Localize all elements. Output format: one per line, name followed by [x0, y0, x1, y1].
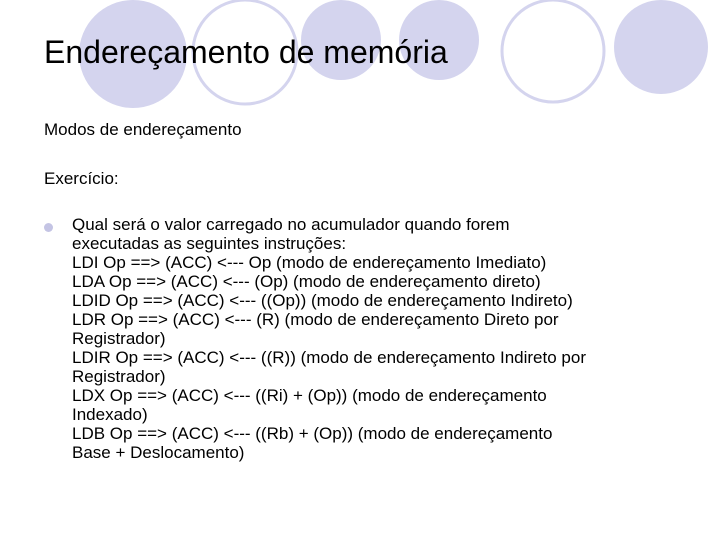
instruction-line: LDIR Op ==> (ACC) <--- ((R)) (modo de endereçamento Indireto por — [72, 348, 586, 367]
instruction-line: LDB Op ==> (ACC) <--- ((Rb) + (Op)) (modo de endereçamento — [72, 424, 553, 443]
instruction-line: Registrador) — [72, 329, 166, 348]
slide-subtitle: Modos de endereçamento — [44, 120, 242, 139]
decorative-circle — [614, 0, 708, 94]
slide-title: Endereçamento de memória — [44, 34, 448, 70]
instruction-line: LDID Op ==> (ACC) <--- ((Op)) (modo de endereçamento Indireto) — [72, 291, 573, 310]
decorative-circle — [502, 0, 604, 102]
instruction-line: Indexado) — [72, 405, 148, 424]
instruction-line: Registrador) — [72, 367, 166, 386]
section-label: Exercício: — [44, 169, 119, 188]
bullet-line: Qual será o valor carregado no acumulador quando forem — [72, 215, 510, 234]
instruction-line: LDX Op ==> (ACC) <--- ((Ri) + (Op)) (modo de endereçamento — [72, 386, 547, 405]
instruction-line: LDR Op ==> (ACC) <--- (R) (modo de endereçamento Direto por — [72, 310, 559, 329]
instruction-line: LDI Op ==> (ACC) <--- Op (modo de endereçamento Imediato) — [72, 253, 547, 272]
bullet-text — [72, 215, 694, 462]
instruction-line: LDA Op ==> (ACC) <--- (Op) (modo de endereçamento direto) — [72, 272, 541, 291]
bullet-list-item — [44, 215, 694, 462]
bullet-line: executadas as seguintes instruções: — [72, 234, 347, 253]
instruction-line: Base + Deslocamento) — [72, 443, 245, 462]
bullet-icon — [44, 223, 53, 232]
